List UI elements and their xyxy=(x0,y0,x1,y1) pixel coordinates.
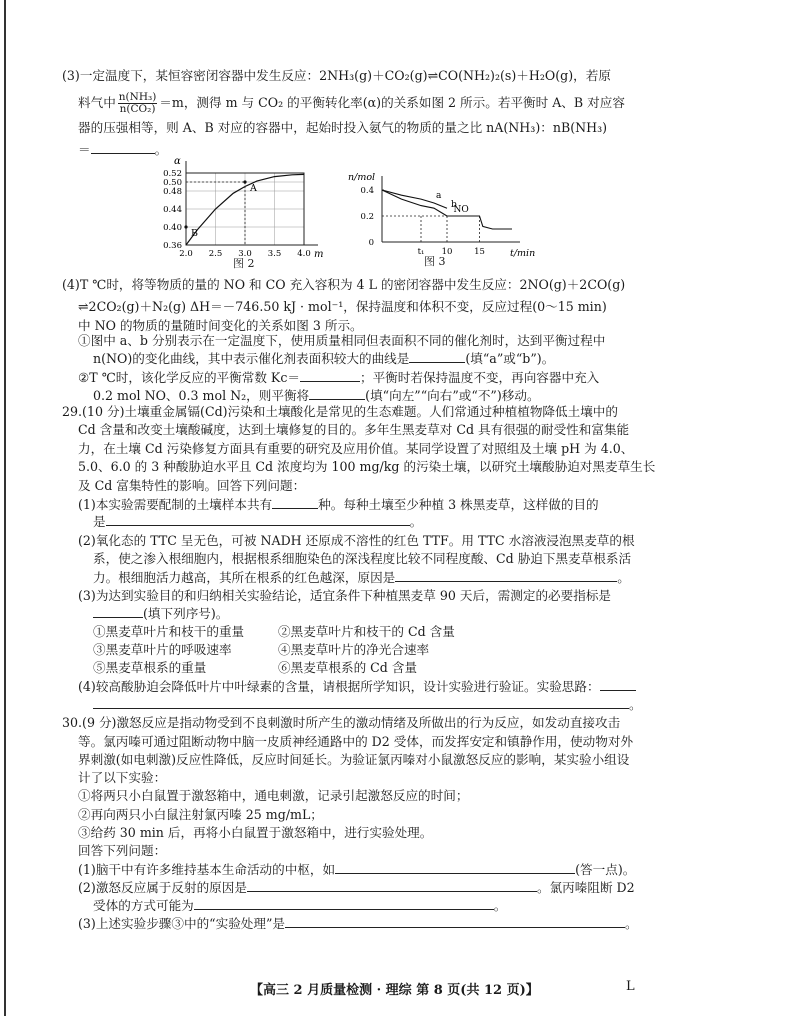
q28-3-line4 xyxy=(78,141,167,159)
q30-s2b xyxy=(93,897,506,915)
q29-s2-line3 xyxy=(93,569,630,587)
period: 。 xyxy=(629,697,642,712)
y-axis-label: n/mol xyxy=(348,172,376,183)
figure-3-chart xyxy=(340,170,536,265)
answer-blank-center[interactable] xyxy=(335,861,575,874)
figure-3-lines xyxy=(382,190,512,229)
q29-s4-cont xyxy=(93,696,642,714)
answer-blank-ratio[interactable] xyxy=(91,141,155,154)
data-point xyxy=(184,225,187,228)
q29-s2-line2: 系，使之渗入根细胞内，根据根系细胞染色的深浅程度比较不同程度酸、Cd 胁迫下黑麦草根系活 xyxy=(93,551,632,566)
point-label-B: B xyxy=(191,228,198,239)
period: 。 xyxy=(625,916,638,931)
x-tick-label: 3.0 xyxy=(238,249,252,259)
x-axis-label: t/min xyxy=(510,248,536,259)
q30-line2: 等。氯丙嗪可通过阻断动物中脑一皮质神经通路中的 D2 受体，而发挥安定和镇静作用，使动物对外 xyxy=(78,734,634,749)
equals-sign: ＝ xyxy=(78,142,91,157)
q29-s1-pre: (1)本实验需要配制的土壤样本共有 xyxy=(78,497,273,512)
scan-border xyxy=(4,0,6,1016)
y-tick-label: 0.2 xyxy=(360,212,374,222)
q30-s2 xyxy=(78,879,635,897)
answer-blank-design-a[interactable] xyxy=(600,678,636,691)
option-5: ⑤黑麦草根系的重量 xyxy=(93,660,207,675)
y-tick-label: 0.44 xyxy=(163,205,182,215)
q29-line1: 29.(10 分)土壤重金属镉(Cd)污染和土壤酸化是常见的生态难题。人们常通过种植植物降低土壤中的 xyxy=(62,404,618,419)
series-label-b: b xyxy=(451,199,457,210)
q30-s2b-pre: 受体的方式可能为 xyxy=(93,898,194,913)
q29-line2: Cd 含量和改变土壤酸碱度，达到土壤修复的目的。多年生黑麦草对 Cd 具有很强的耐受性和富集能 xyxy=(78,422,630,437)
answer-blank-treatment[interactable] xyxy=(285,915,625,928)
q28-4-line3: 中 NO 的物质的量随时间变化的关系如图 3 所示。 xyxy=(78,318,363,333)
footer-title: 【高三 2 月质量检测 · 理综 第 8 页(共 12 页)】 xyxy=(250,983,539,998)
ratio-fraction xyxy=(118,92,158,115)
footer-version: L xyxy=(626,979,635,994)
ratio-denominator: n(CO₂) xyxy=(119,103,156,115)
q28-4-line5-pre: n(NO)的变化曲线，其中表示催化剂表面积较大的曲线是 xyxy=(93,351,410,366)
q28-4-line1: (4)T ℃时，将等物质的量的 NO 和 CO 充入容积为 4 L 的密闭容器中发生反应：2NO(g)＋2CO(g) xyxy=(62,277,626,292)
q28-4-line7-pre: 0.2 mol NO、0.3 mol N₂，则平衡将 xyxy=(93,388,310,403)
q28-4-line5-post: (填“a”或“b”)。 xyxy=(465,351,555,366)
data-point xyxy=(243,180,246,183)
q30-ask: 回答下列问题： xyxy=(78,843,167,858)
x-axis-label: m xyxy=(314,249,324,260)
answer-blank-sample-count[interactable] xyxy=(272,496,318,509)
answer-blank-reason[interactable] xyxy=(395,569,617,582)
q30-step3: ③给药 30 min 后，再将小白鼠置于激怒箱中，进行实验处理。 xyxy=(78,825,433,840)
q29-s1b-label: 是 xyxy=(93,514,106,529)
q29-s1-post: 种。每种土壤至少种植 3 株黑麦草，这样做的目的 xyxy=(318,497,599,512)
period: 。 xyxy=(154,142,168,157)
q30-s2-post: 。氯丙嗪阻断 D2 xyxy=(536,880,635,895)
x-tick-label: 15 xyxy=(474,247,485,257)
answer-blank-d2[interactable] xyxy=(194,897,494,910)
q29-s3-line2-text: (填下列序号)。 xyxy=(143,606,229,621)
y-tick-label: 0.52 xyxy=(163,169,182,179)
q29-s1 xyxy=(78,496,599,514)
q28-4-line5 xyxy=(93,350,554,368)
q28-4-line7-post: (填“向左”“向右”或“不”)移动。 xyxy=(365,388,540,403)
q29-s3-line2 xyxy=(93,605,228,623)
q29-s1b xyxy=(93,513,422,531)
figure-3-axes xyxy=(348,172,535,259)
q28-3-line2-post: ＝m，测得 m 与 CO₂ 的平衡转化率(α)的关系如图 2 所示。若平衡时 A、B 对应容 xyxy=(159,95,625,110)
series-label-no: NO xyxy=(453,205,469,215)
answer-blank-purpose[interactable] xyxy=(106,513,410,526)
ratio-numerator: n(NH₃) xyxy=(118,91,157,103)
origin-label: 0 xyxy=(368,238,374,248)
y-axis-label: α xyxy=(174,156,181,167)
figure-2-points xyxy=(184,180,257,245)
figure-3-caption: 图 3 xyxy=(424,255,446,268)
q28-4-line2: ⇌2CO₂(g)＋N₂(g) ΔH＝－746.50 kJ · mol⁻¹，保持温度和体积不变，反应过程(0～15 min) xyxy=(78,299,607,314)
q28-3-line3: 器的压强相等，则 A、B 对应的容器中，起始时投入氨气的物质的量之比 nA(NH₃)：nB(NH₃) xyxy=(78,120,608,135)
figure-2-axes xyxy=(174,156,323,260)
q30-s3 xyxy=(78,915,638,933)
figure-2-chart xyxy=(156,155,336,270)
answer-blank-kc[interactable] xyxy=(300,369,360,382)
option-6: ⑥黑麦草根系的 Cd 含量 xyxy=(278,660,418,675)
q30-step1: ①将两只小白鼠置于激怒箱中，通电刺激，记录引起激怒反应的时间； xyxy=(78,788,469,803)
figure-2-caption: 图 2 xyxy=(233,257,255,270)
q29-s3-line1: (3)为达到实验目的和归纳相关实验结论，适宜条件下种植黑麦草 90 天后，需测定的必要指标是 xyxy=(78,588,612,603)
q28-4-line6 xyxy=(78,369,599,387)
q28-4-line6-post: ；平衡时若保持温度不变，再向容器中充入 xyxy=(359,370,600,385)
answer-blank-design-b[interactable] xyxy=(93,696,629,709)
q28-3-line2-pre: 料气中 xyxy=(78,95,116,110)
q30-s2-pre: (2)激怒反应属于反射的原因是 xyxy=(78,880,247,895)
answer-blank-curve[interactable] xyxy=(409,350,465,363)
q29-line4: 5.0、6.0 的 3 种酸胁迫水平且 Cd 浓度均为 100 mg/kg 的污染土壤，以研究土壤酸胁迫对黑麦草生长 xyxy=(78,459,656,474)
q28-3-line2 xyxy=(78,92,625,115)
q29-s2-line3-text: 力。根细胞活力越高，其所在根系的红色越深，原因是 xyxy=(93,570,396,585)
q29-s4-text: (4)较高酸胁迫会降低叶片中叶绿素的含量，请根据所学知识，设计实验进行验证。实验思路： xyxy=(78,679,600,694)
y-tick-label: 0.40 xyxy=(163,223,182,233)
point-label-A: A xyxy=(250,183,257,194)
answer-blank-reflex[interactable] xyxy=(247,879,537,892)
q30-line3: 界刺激(如电刺激)反应性降低，反应时间延长。为验证氯丙嗪对小鼠激怒反应的影响，某实验小组设 xyxy=(78,752,630,767)
period: 。 xyxy=(617,570,630,585)
q30-s3-pre: (3)上述实验步骤③中的“实验处理”是 xyxy=(78,916,286,931)
q28-4-line4: ①图中 a、b 分别表示在一定温度下，使用质量相同但表面积不同的催化剂时，达到平衡过程中 xyxy=(78,333,606,348)
x-tick-label: 2.5 xyxy=(208,249,223,259)
x-tick-label: 2.0 xyxy=(179,249,193,259)
q30-line1: 30.(9 分)激怒反应是指动物受到不良刺激时所产生的激动情绪及所做出的行为反应，如发动直接攻击 xyxy=(62,715,621,730)
option-4: ④黑麦草叶片的净光合速率 xyxy=(278,642,430,657)
q30-s1-pre: (1)脑干中有许多维持基本生命活动的中枢，如 xyxy=(78,862,336,877)
option-1: ①黑麦草叶片和枝干的重量 xyxy=(93,624,245,639)
x-tick-label-t1: t₁ xyxy=(417,247,425,257)
q29-s2-line1: (2)氧化态的 TTC 呈无色，可被 NADH 还原成不溶性的红色 TTF。用 TTC 水溶液浸泡黑麦草的根 xyxy=(78,533,635,548)
y-tick-label: 0.4 xyxy=(360,186,374,196)
option-2: ②黑麦草叶片和枝干的 Cd 含量 xyxy=(278,624,455,639)
q30-step2: ②再向两只小白鼠注射氯丙嗪 25 mg/mL； xyxy=(78,807,323,822)
q30-line4: 计了以下实验： xyxy=(78,770,167,785)
q29-line3: 力，在土壤 Cd 污染修复方面具有重要的研究及应用价值。某同学设置了对照组及土壤 pH 为 4.0、 xyxy=(78,441,634,456)
q30-s1 xyxy=(78,861,635,879)
y-tick-label: 0.48 xyxy=(163,187,182,197)
x-tick-label: 3.5 xyxy=(267,249,282,259)
y-tick-label: 0.36 xyxy=(163,241,182,251)
x-tick-label: 4.0 xyxy=(297,249,311,259)
q28-3-line1: (3)一定温度下，某恒容密闭容器中发生反应：2NH₃(g)＋CO₂(g)⇌CO(NH₂)₂(s)＋H₂O(g)，若原 xyxy=(62,68,611,83)
q30-s1-post: (答一点)。 xyxy=(575,862,636,877)
q29-s4 xyxy=(78,678,636,696)
period: 。 xyxy=(493,898,507,913)
series-label-a: a xyxy=(436,190,442,201)
y-tick-label: 0.50 xyxy=(163,178,182,188)
answer-blank-indicators[interactable] xyxy=(93,605,143,618)
answer-blank-shift[interactable] xyxy=(309,387,365,400)
figure-3-ticks xyxy=(360,186,484,257)
option-3: ③黑麦草叶片的呼吸速率 xyxy=(93,642,232,657)
period: 。 xyxy=(409,514,423,529)
q28-4-line6-pre: ②T ℃时，该化学反应的平衡常数 Kc＝ xyxy=(78,370,300,385)
x-tick-label: 10 xyxy=(441,247,453,257)
q29-line5: 及 Cd 富集特性的影响。回答下列问题： xyxy=(78,478,306,493)
